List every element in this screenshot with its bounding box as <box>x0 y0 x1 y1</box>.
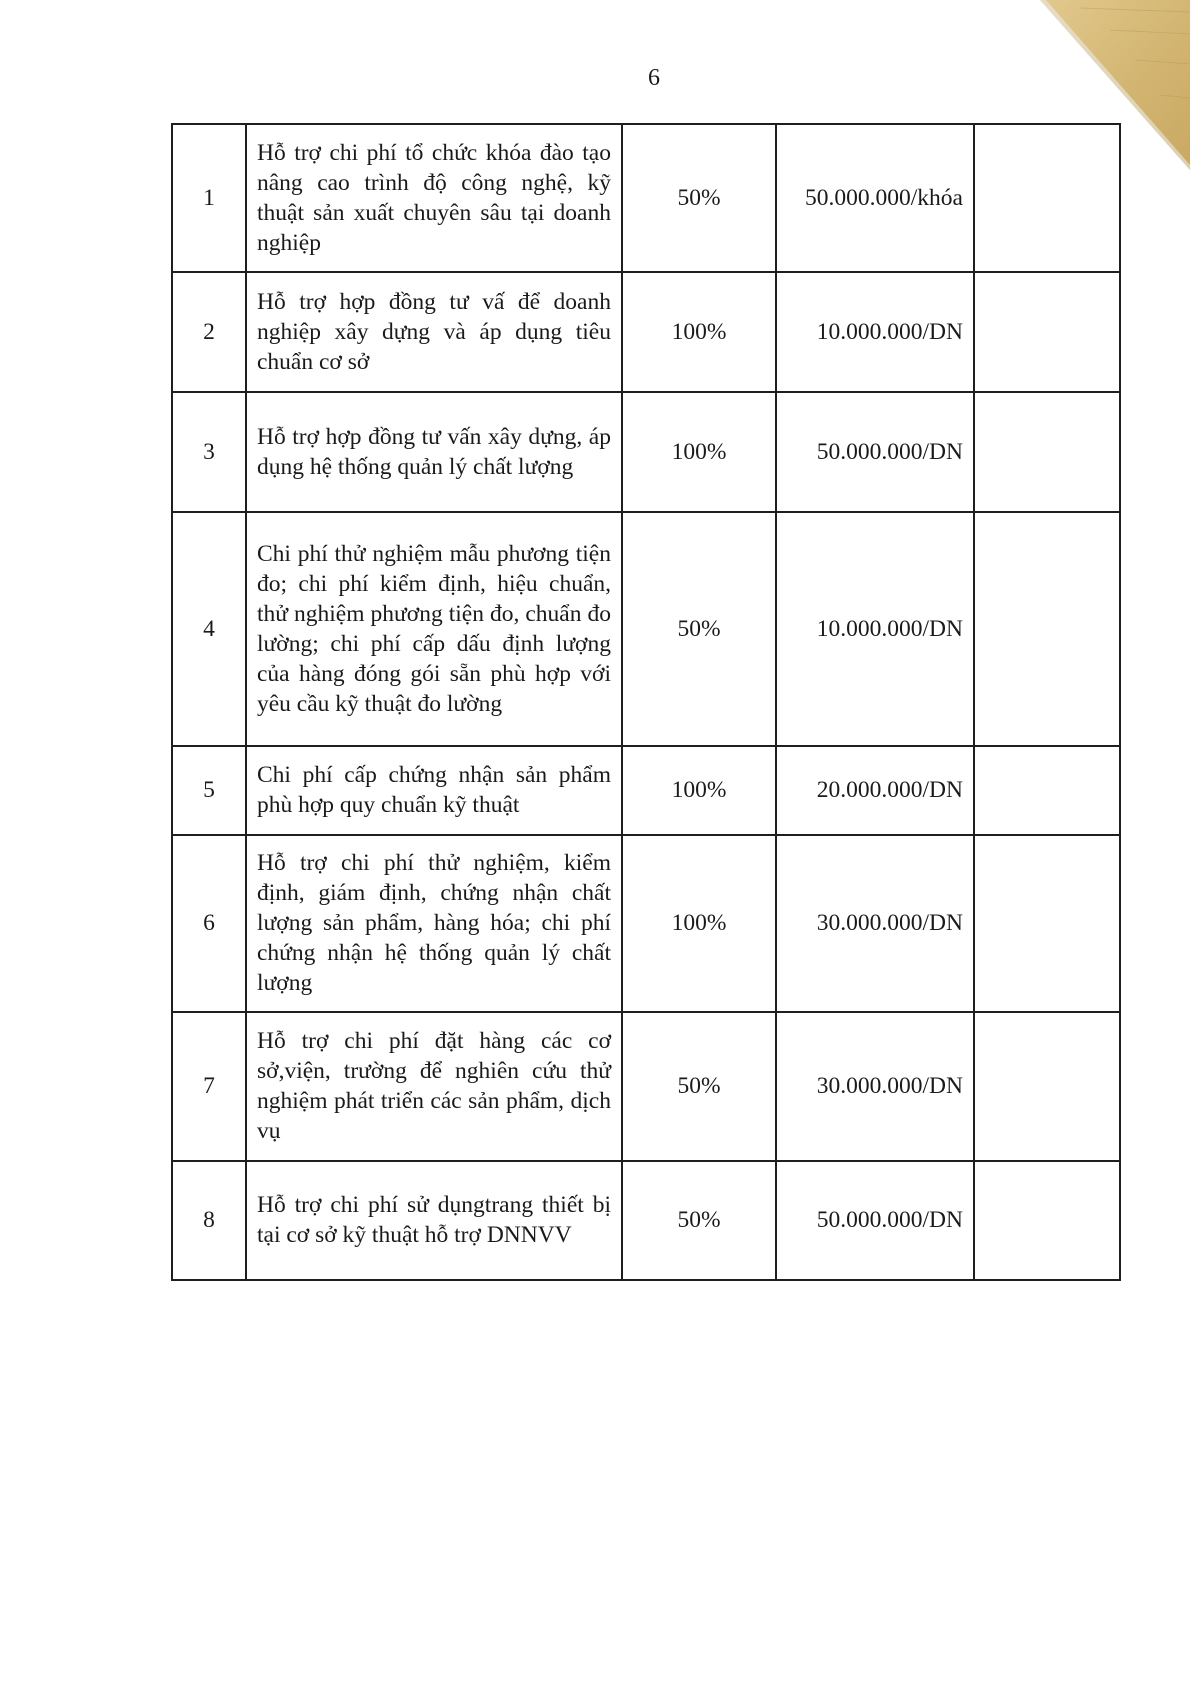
table-row <box>172 392 1120 512</box>
row-index: 6 <box>172 835 246 1012</box>
page-number: 6 <box>648 65 660 91</box>
row-note <box>974 272 1120 392</box>
row-note <box>974 392 1120 512</box>
row-content: Hỗ trợ hợp đồng tư vấn xây dựng, áp dụng hệ thống quản lý chất lượng <box>246 392 622 512</box>
table-body <box>172 124 1120 1280</box>
table-row <box>172 746 1120 835</box>
row-percent: 100% <box>622 392 776 512</box>
row-percent: 50% <box>622 124 776 272</box>
row-content: Chi phí cấp chứng nhận sản phẩm phù hợp quy chuẩn kỹ thuật <box>246 746 622 835</box>
row-percent: 50% <box>622 1012 776 1161</box>
row-content: Hỗ trợ chi phí tổ chức khóa đào tạo nâng cao trình độ công nghệ, kỹ thuật sản xuất chuyên sâu tại doanh nghiệp <box>246 124 622 272</box>
table-row <box>172 512 1120 746</box>
row-percent: 100% <box>622 272 776 392</box>
row-note <box>974 746 1120 835</box>
row-index: 3 <box>172 392 246 512</box>
row-content: Hỗ trợ hợp đồng tư vấ để doanh nghiệp xây dựng và áp dụng tiêu chuẩn cơ sở <box>246 272 622 392</box>
row-amount: 20.000.000/DN <box>776 746 974 835</box>
table-row <box>172 272 1120 392</box>
row-index: 4 <box>172 512 246 746</box>
table-row <box>172 124 1120 272</box>
row-amount: 50.000.000/DN <box>776 392 974 512</box>
row-percent: 50% <box>622 1161 776 1280</box>
row-index: 2 <box>172 272 246 392</box>
table-row <box>172 1012 1120 1161</box>
table-row <box>172 1161 1120 1280</box>
row-percent: 100% <box>622 835 776 1012</box>
row-amount: 50.000.000/khóa <box>776 124 974 272</box>
table-row <box>172 835 1120 1012</box>
row-note <box>974 1012 1120 1161</box>
row-index: 1 <box>172 124 246 272</box>
row-amount: 50.000.000/DN <box>776 1161 974 1280</box>
row-index: 8 <box>172 1161 246 1280</box>
row-amount: 30.000.000/DN <box>776 835 974 1012</box>
support-cost-table <box>171 123 1121 1281</box>
row-content: Hỗ trợ chi phí đặt hàng các cơ sở,viện, trường để nghiên cứu thử nghiệm phát triển các sản phẩm, dịch vụ <box>246 1012 622 1161</box>
row-note <box>974 1161 1120 1280</box>
row-note <box>974 124 1120 272</box>
row-index: 5 <box>172 746 246 835</box>
row-content: Hỗ trợ chi phí thử nghiệm, kiểm định, giám định, chứng nhận chất lượng sản phẩm, hàng hóa; chi phí chứng nhận hệ thống quản lý chất lượng <box>246 835 622 1012</box>
row-note <box>974 835 1120 1012</box>
row-note <box>974 512 1120 746</box>
row-content: Chi phí thử nghiệm mẫu phương tiện đo; chi phí kiểm định, hiệu chuẩn, thử nghiệm phương tiện đo, chuẩn đo lường; chi phí cấp dấu định lượng của hàng đóng gói sẵn phù hợp với yêu cầu kỹ thuật đo lường <box>246 512 622 746</box>
row-amount: 30.000.000/DN <box>776 1012 974 1161</box>
row-content: Hỗ trợ chi phí sử dụngtrang thiết bị tại cơ sở kỹ thuật hỗ trợ DNNVV <box>246 1161 622 1280</box>
row-amount: 10.000.000/DN <box>776 272 974 392</box>
row-percent: 100% <box>622 746 776 835</box>
row-percent: 50% <box>622 512 776 746</box>
row-index: 7 <box>172 1012 246 1161</box>
row-amount: 10.000.000/DN <box>776 512 974 746</box>
